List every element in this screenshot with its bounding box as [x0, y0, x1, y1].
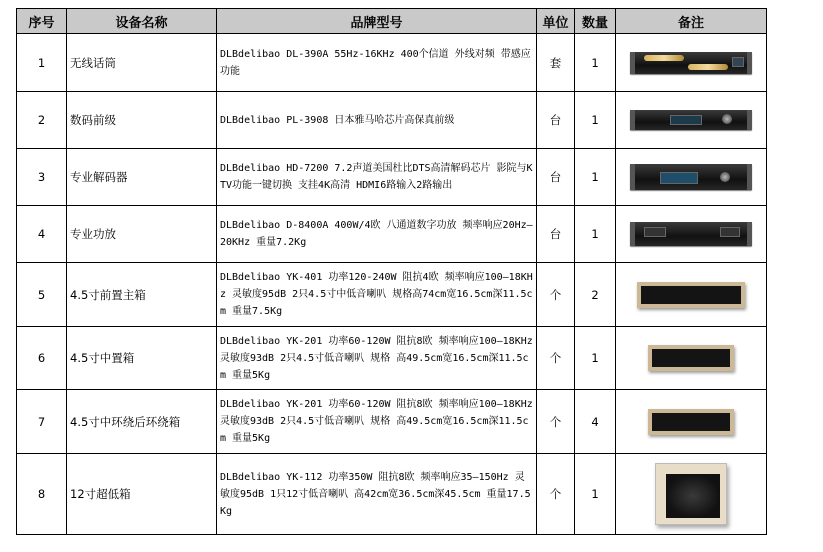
row-no: 5 — [17, 263, 67, 327]
row-qty: 4 — [575, 390, 616, 454]
row-qty: 1 — [575, 206, 616, 263]
row-spec: DLBdelibao DL-390A 55Hz-16KHz 400个信道 外线对频 带感应功能 — [217, 34, 537, 92]
row-unit: 套 — [537, 34, 575, 92]
row-name: 12寸超低箱 — [67, 454, 217, 535]
row-no: 2 — [17, 92, 67, 149]
header-name: 设备名称 — [67, 9, 217, 34]
row-name: 4.5寸中置箱 — [67, 327, 217, 390]
surround-speaker-icon — [648, 409, 734, 435]
wireless-mic-receiver-icon — [630, 52, 752, 74]
table-row — [17, 327, 767, 390]
row-name: 数码前级 — [67, 92, 217, 149]
row-spec: DLBdelibao YK-201 功率60-120W 阻抗8欧 频率响应100—18KHz 灵敏度93dB 2只4.5寸低音喇叭 规格 高49.5cm宽16.5cm深11.5cm 重量5Kg — [217, 390, 537, 454]
row-unit: 个 — [537, 327, 575, 390]
table-row — [17, 454, 767, 535]
digital-preamp-icon — [630, 110, 752, 130]
row-spec: DLBdelibao YK-201 功率60-120W 阻抗8欧 频率响应100—18KHz 灵敏度93dB 2只4.5寸低音喇叭 规格 高49.5cm宽16.5cm深11.5cm 重量5Kg — [217, 327, 537, 390]
center-speaker-icon — [648, 345, 734, 371]
header-row — [17, 9, 767, 34]
table-row — [17, 390, 767, 454]
row-unit: 个 — [537, 454, 575, 535]
subwoofer-icon — [655, 463, 727, 525]
row-spec: DLBdelibao D-8400A 400W/4欧 八通道数字功放 频率响应20Hz—20KHz 重量7.2Kg — [217, 206, 537, 263]
row-name: 无线话筒 — [67, 34, 217, 92]
row-qty: 1 — [575, 92, 616, 149]
row-unit: 台 — [537, 149, 575, 206]
row-name: 4.5寸前置主箱 — [67, 263, 217, 327]
power-amplifier-icon — [630, 222, 752, 246]
row-spec: DLBdelibao YK-112 功率350W 阻抗8欧 频率响应35—150Hz 灵敏度95dB 1只12寸低音喇叭 高42cm宽36.5cm深45.5cm 重量17.5Kg — [217, 454, 537, 535]
header-qty: 数量 — [575, 9, 616, 34]
row-no: 4 — [17, 206, 67, 263]
table-row — [17, 206, 767, 263]
header-model: 品牌型号 — [217, 9, 537, 34]
row-qty: 1 — [575, 34, 616, 92]
front-speaker-icon — [637, 282, 745, 308]
row-qty: 1 — [575, 454, 616, 535]
row-no: 8 — [17, 454, 67, 535]
row-no: 7 — [17, 390, 67, 454]
row-name: 4.5寸中环绕后环绕箱 — [67, 390, 217, 454]
row-qty: 1 — [575, 327, 616, 390]
decoder-icon — [630, 164, 752, 190]
equipment-table — [16, 8, 767, 535]
row-no: 6 — [17, 327, 67, 390]
row-name: 专业功放 — [67, 206, 217, 263]
row-qty: 2 — [575, 263, 616, 327]
row-unit: 台 — [537, 206, 575, 263]
table-row — [17, 92, 767, 149]
table-row — [17, 149, 767, 206]
header-no: 序号 — [17, 9, 67, 34]
row-no: 1 — [17, 34, 67, 92]
row-name: 专业解码器 — [67, 149, 217, 206]
table-row — [17, 34, 767, 92]
row-unit: 个 — [537, 263, 575, 327]
row-spec: DLBdelibao PL-3908 日本雅马哈芯片高保真前级 — [217, 92, 537, 149]
row-no: 3 — [17, 149, 67, 206]
header-remark: 备注 — [616, 9, 767, 34]
row-unit: 台 — [537, 92, 575, 149]
table-row — [17, 263, 767, 327]
row-spec: DLBdelibao HD-7200 7.2声道美国杜比DTS高清解码芯片 影院与KTV功能一键切换 支挂4K高清 HDMI6路输入2路输出 — [217, 149, 537, 206]
row-spec: DLBdelibao YK-401 功率120-240W 阻抗4欧 频率响应100—18KHz 灵敏度95dB 2只4.5寸中低音喇叭 规格高74cm宽16.5cm深11.5cm 重量7.5Kg — [217, 263, 537, 327]
header-unit: 单位 — [537, 9, 575, 34]
row-qty: 1 — [575, 149, 616, 206]
row-unit: 个 — [537, 390, 575, 454]
